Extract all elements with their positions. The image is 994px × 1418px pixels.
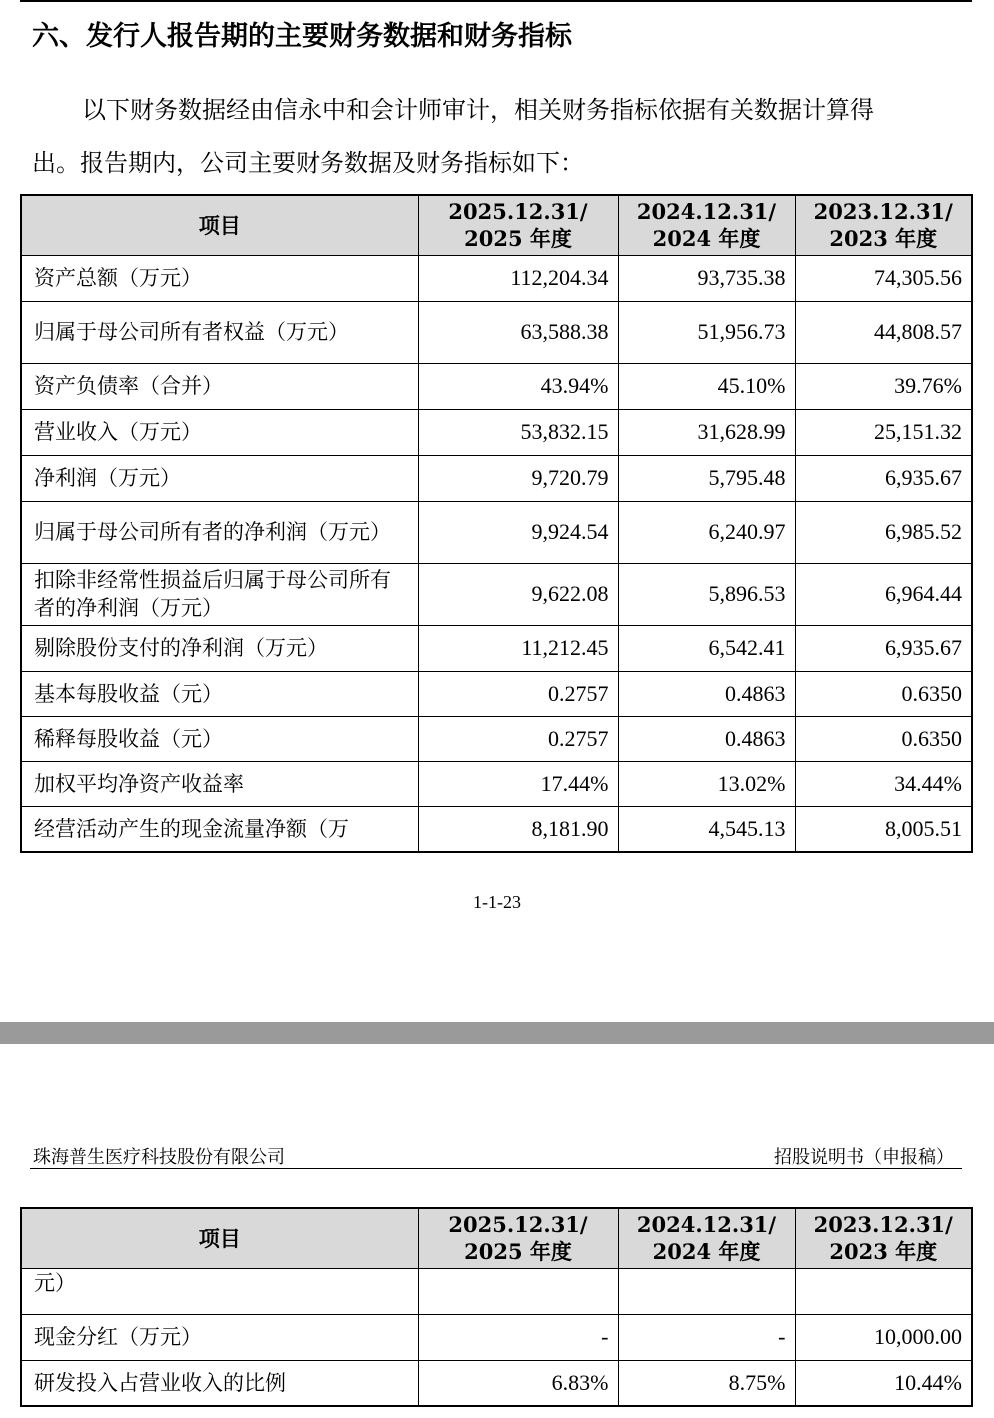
row-label: 资产负债率（合并） — [21, 363, 418, 409]
row-label: 净利润（万元） — [21, 455, 418, 501]
top-rule — [20, 0, 972, 2]
table-row — [21, 255, 972, 301]
row-label: 稀释每股收益（元） — [21, 716, 418, 761]
cell-2024: 5,896.53 — [618, 563, 795, 625]
cell-2025: 0.2757 — [418, 671, 618, 716]
table-row — [21, 1314, 972, 1360]
header-2024: 2024.12.31/ 2024 年度 — [618, 195, 795, 255]
row-label: 营业收入（万元） — [21, 409, 418, 455]
cell-2023: 10,000.00 — [795, 1314, 972, 1360]
cell-2023: 39.76% — [795, 363, 972, 409]
row-label: 元） — [21, 1268, 418, 1314]
cell-2025: 6.83% — [418, 1360, 618, 1406]
cell-2024: 5,795.48 — [618, 455, 795, 501]
cell-2024: 51,956.73 — [618, 301, 795, 363]
row-label: 归属于母公司所有者的净利润（万元） — [21, 501, 418, 563]
header-2025: 2025.12.31/ 2025 年度 — [418, 195, 618, 255]
row-label: 归属于母公司所有者权益（万元） — [21, 301, 418, 363]
cell-2025: 11,212.45 — [418, 625, 618, 671]
table-row — [21, 301, 972, 363]
header-rule — [30, 1168, 962, 1169]
cell-2025: 112,204.34 — [418, 255, 618, 301]
table-row — [21, 761, 972, 806]
cell-2024: 93,735.38 — [618, 255, 795, 301]
cell-2023: 6,935.67 — [795, 455, 972, 501]
cell-2024: 0.4863 — [618, 671, 795, 716]
table-row — [21, 671, 972, 716]
row-label: 资产总额（万元） — [21, 255, 418, 301]
table-row — [21, 625, 972, 671]
table-row — [21, 716, 972, 761]
header-2023: 2023.12.31/ 2023 年度 — [795, 1208, 972, 1268]
cell-2025: 9,924.54 — [418, 501, 618, 563]
cell-2024: 0.4863 — [618, 716, 795, 761]
row-label: 研发投入占营业收入的比例 — [21, 1360, 418, 1406]
cell-2023: 44,808.57 — [795, 301, 972, 363]
row-label: 现金分红（万元） — [21, 1314, 418, 1360]
table-row — [21, 563, 972, 625]
cell-2024: 8.75% — [618, 1360, 795, 1406]
cell-2023: 8,005.51 — [795, 806, 972, 852]
header-item: 项目 — [21, 195, 418, 255]
cell-2023: 34.44% — [795, 761, 972, 806]
table-header-row — [21, 1208, 972, 1268]
row-label: 加权平均净资产收益率 — [21, 761, 418, 806]
cell-2025: 0.2757 — [418, 716, 618, 761]
header-2024: 2024.12.31/ 2024 年度 — [618, 1208, 795, 1268]
cell-2024: 6,542.41 — [618, 625, 795, 671]
cell-2025: 53,832.15 — [418, 409, 618, 455]
cell-2023: 6,964.44 — [795, 563, 972, 625]
cell-2023 — [795, 1268, 972, 1314]
page-number: 1-1-23 — [473, 892, 521, 912]
section-heading: 六、发行人报告期的主要财务数据和财务指标 — [32, 21, 572, 52]
cell-2023: 74,305.56 — [795, 255, 972, 301]
table-row — [21, 409, 972, 455]
cell-2025: 9,622.08 — [418, 563, 618, 625]
intro-line-1: 以下财务数据经由信永中和会计师审计，相关财务指标依据有关数据计算得 — [82, 96, 874, 124]
table-row — [21, 501, 972, 563]
company-name: 珠海普生医疗科技股份有限公司 — [33, 1147, 285, 1168]
cell-2024: 13.02% — [618, 761, 795, 806]
cell-2023: 10.44% — [795, 1360, 972, 1406]
document-type: 招股说明书（申报稿） — [774, 1147, 954, 1168]
cell-2024: 4,545.13 — [618, 806, 795, 852]
financial-table-continued — [20, 1207, 973, 1407]
table-row — [21, 455, 972, 501]
cell-2023: 6,935.67 — [795, 625, 972, 671]
cell-2023: 0.6350 — [795, 716, 972, 761]
cell-2023: 0.6350 — [795, 671, 972, 716]
cell-2024 — [618, 1268, 795, 1314]
table-row — [21, 1360, 972, 1406]
row-label: 剔除股份支付的净利润（万元） — [21, 625, 418, 671]
table-row — [21, 1268, 972, 1314]
intro-line-2: 出。报告期内，公司主要财务数据及财务指标如下： — [32, 149, 584, 177]
row-label: 扣除非经常性损益后归属于母公司所有者的净利润（万元） — [21, 563, 418, 625]
cell-2024: 45.10% — [618, 363, 795, 409]
cell-2025 — [418, 1268, 618, 1314]
header-2025: 2025.12.31/ 2025 年度 — [418, 1208, 618, 1268]
table-row — [21, 806, 972, 852]
row-label: 经营活动产生的现金流量净额（万 — [21, 806, 418, 852]
header-item: 项目 — [21, 1208, 418, 1268]
financial-table — [20, 194, 973, 853]
cell-2025: 9,720.79 — [418, 455, 618, 501]
table-row — [21, 363, 972, 409]
cell-2024: 6,240.97 — [618, 501, 795, 563]
cell-2024: 31,628.99 — [618, 409, 795, 455]
cell-2023: 6,985.52 — [795, 501, 972, 563]
row-label: 基本每股收益（元） — [21, 671, 418, 716]
cell-2025: - — [418, 1314, 618, 1360]
cell-2025: 8,181.90 — [418, 806, 618, 852]
header-2023: 2023.12.31/ 2023 年度 — [795, 195, 972, 255]
cell-2025: 17.44% — [418, 761, 618, 806]
cell-2023: 25,151.32 — [795, 409, 972, 455]
page-separator — [0, 1022, 994, 1044]
cell-2024: - — [618, 1314, 795, 1360]
cell-2025: 63,588.38 — [418, 301, 618, 363]
cell-2025: 43.94% — [418, 363, 618, 409]
table-header-row — [21, 195, 972, 255]
